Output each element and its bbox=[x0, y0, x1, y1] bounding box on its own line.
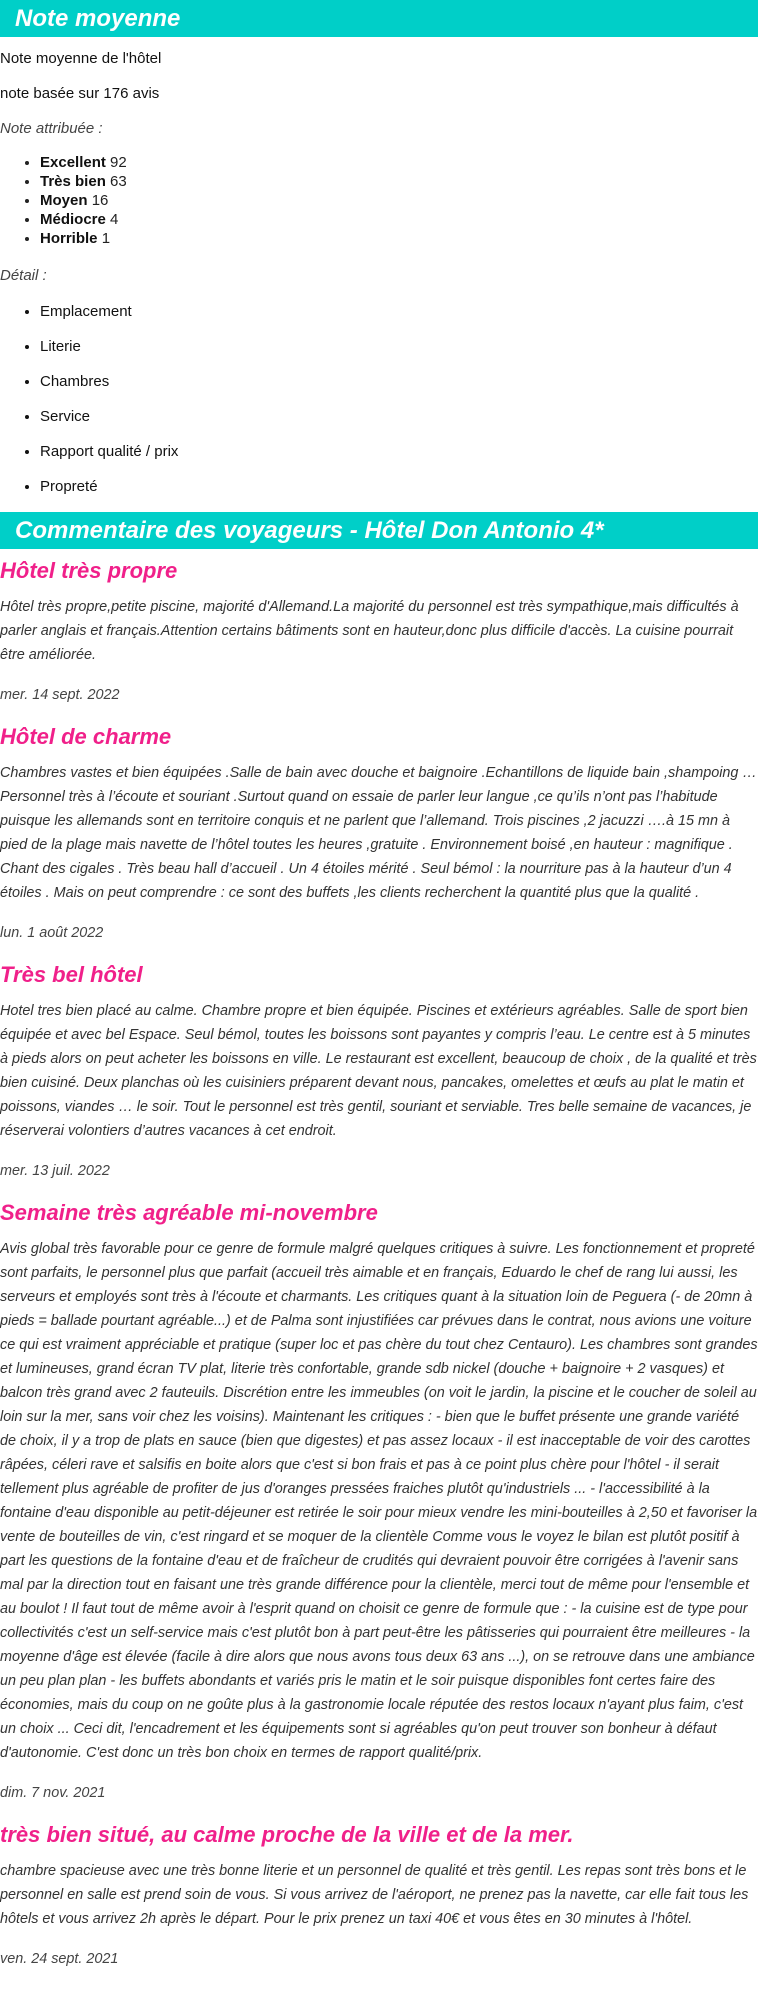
rating-distribution-item bbox=[40, 153, 758, 172]
rating-level-count: 92 bbox=[110, 154, 127, 171]
detail-item-emplacement: • Emplacement bbox=[40, 302, 758, 322]
review-count-text: note basée sur 176 avis bbox=[0, 85, 160, 102]
review-title: Hôtel très propre bbox=[0, 558, 178, 583]
rating-level-label: Horrible bbox=[40, 230, 98, 247]
detail-item-chambres: • Chambres bbox=[40, 372, 758, 392]
review-item bbox=[0, 1199, 758, 1803]
rating-level-count: 4 bbox=[110, 211, 119, 228]
review-date: ven. 24 sept. 2021 bbox=[0, 1951, 119, 1967]
rating-level-label: Excellent bbox=[40, 154, 106, 171]
detail-item-service: • Service bbox=[40, 407, 758, 427]
review-date: dim. 7 nov. 2021 bbox=[0, 1785, 106, 1801]
rating-section-title: Note moyenne bbox=[0, 0, 758, 37]
rating-distribution-item bbox=[40, 229, 758, 248]
review-item bbox=[0, 1821, 758, 1969]
review-item bbox=[0, 557, 758, 705]
review-body: Hotel tres bien placé au calme. Chambre propre et bien équipée. Piscines et extérieurs agréables. Salle de sport bien équipée et avec bel Espace. Seul bémol, toutes les boissons sont payantes y compris l’eau. Le centre est à 5 minutes à pieds alors on peut acheter les boissons en ville. Le restaurant est excellent, beaucoup de choix , de la qualité et très bien cuisiné. Deux planchas où les cuisiniers préparent devant nous, pancakes, omelettes et œufs au plat le matin et poissons, viandes … le soir. Tout le personnel est très gentil, souriant et serviable. Tres belle semaine de vacances, je réserverai volontiers d’autres vacances à cet endroit. bbox=[0, 1003, 757, 1139]
rating-level-label: Moyen bbox=[40, 192, 88, 209]
detail-label: Détail : bbox=[0, 267, 47, 284]
review-title: très bien situé, au calme proche de la ville et de la mer. bbox=[0, 1822, 574, 1847]
rating-distribution-item bbox=[40, 191, 758, 210]
rating-distribution-item bbox=[40, 210, 758, 229]
rating-distribution-list bbox=[0, 153, 758, 248]
review-title: Semaine très agréable mi-novembre bbox=[0, 1200, 378, 1225]
reviews-section-title: Commentaire des voyageurs - Hôtel Don Antonio 4* bbox=[0, 512, 758, 549]
rating-level-count: 63 bbox=[110, 173, 127, 190]
review-date: mer. 14 sept. 2022 bbox=[0, 687, 120, 703]
average-rating-label: Note moyenne de l'hôtel bbox=[0, 50, 162, 67]
detail-item-proprete: • Propreté bbox=[40, 477, 758, 497]
rating-distribution-item bbox=[40, 172, 758, 191]
review-body: Chambres vastes et bien équipées .Salle de bain avec douche et baignoire .Echantillons de liquide bain ,shampoing … Personnel très à l’écoute et souriant .Surtout quand on essaie de parler leur langue ,ce qu’ils n’ont pas l’habitude puisque les allemands sont en territoire conquis et ne parlent que l’allemand. Trois piscines ,2 jacuzzi ….à 15 mn à pied de la plage mais navette de l’hôtel toutes les heures ,gratuite . Environnement boisé ,en hauteur : magnifique . Chant des cigales . Très beau hall d’accueil . Un 4 étoiles mérité . Seul bémol : la nourriture pas à la hauteur d’un 4 étoiles . Mais on peut comprendre : ce sont des buffets ,les clients recherchent la quantité plus que la qualité . bbox=[0, 765, 757, 901]
reviews-list bbox=[0, 557, 758, 1969]
detail-item-rapport-qualite-prix: • Rapport qualité / prix bbox=[40, 442, 758, 462]
rating-detail-list bbox=[0, 302, 758, 497]
review-body: chambre spacieuse avec une très bonne literie et un personnel de qualité et très gentil. Les repas sont très bons et le personnel en salle est prend soin de vous. Si vous arrivez de l'aéroport, ne prenez pas la navette, car elle fait tous les hôtels et vous arrivez 2h après le départ. Pour le prix prenez un taxi 40€ et vous êtes en 30 minutes à l'hôtel. bbox=[0, 1863, 749, 1927]
attributed-rating-label: Note attribuée : bbox=[0, 120, 103, 137]
review-body: Avis global très favorable pour ce genre de formule malgré quelques critiques à suivre. Les fonctionnement et propreté sont parfaits, le personnel plus que parfait (accueil très aimable et en français, Eduardo le chef de rang lui aussi, les serveurs et employés sont très à l'écoute et charmants. Les critiques quant à la situation loin de Peguera (- de 20mn à pieds = ballade pourtant agréable...) et de Palma sont injustifiées car prévues dans le contrat, nous avions une voiture ce qui est vraiment appréciable et pratique (super loc et pas chère du tout chez Centauro). Les chambres sont grandes et lumineuses, grand écran TV plat, literie très confortable, grande sdb nickel (douche + baignoire + 2 vasques) et balcon très grand avec 2 fauteuils. Discrétion entre les immeubles (on voit le jardin, la piscine et le coucher de soleil au loin sur la mer, sans voir chez les voisins). Maintenant les critiques : - bien que le buffet présente une grande variété de choix, il y a trop de plats en sauce (bien que digestes) et pas assez locaux - il est inacceptable de voir des carottes râpées, céleri rave et salsifis en boite alors que c'est si bon frais et pas à ce point plus chère pour l'hôtel - il serait tellement plus agréable de profiter de jus d'oranges pressées fraiches plutôt qu'industriels ... - l'accessibilité à la fontaine d'eau disponible au petit-déjeuner est retirée le soir pour mieux vendre les mini-bouteilles à 2,50 et favoriser la vente de bouteilles de vin, c'est ringard et se moquer de la clientèle Comme vous le voyez le bilan est plutôt positif à part les questions de la fontaine d'eau et de fraîcheur de crudités qui devraient pouvoir être corrigées à l'avenir sans mal par la direction tout en faisant une très grande différence pour la clientèle, merci tout de même pour l'ensemble et au boulot ! Il faut tout de même avoir à l'esprit quand on choisit ce genre de formule que : - la cuisine est de type pour collectivités c'est un self-service mais c'est plutôt bon à part peut-être les pâtisseries qui pourraient être meilleures - la moyenne d'âge est élevée (facile à dire alors que nous avons tous deux 63 ans ...), on se retrouve dans une ambiance un peu plan plan - les buffets abondants et variés pris le matin et le soir puisque disponibles font certes faire des économies, mais du coup on ne goûte plus à la gastronomie locale réputée des restos locaux n'ayant plus faim, c'est un choix ... Ceci dit, l'encadrement et les équipements sont si agréables qu'on peut trouver son bonheur à défaut d'autonomie. C'est donc un très bon choix en termes de rapport qualité/prix. bbox=[0, 1241, 758, 1761]
review-body: Hôtel très propre,petite piscine, majorité d'Allemand.La majorité du personnel est très sympathique,mais difficultés à parler anglais et français.Attention certains bâtiments sont en hauteur,donc plus difficile d'accès. La cuisine pourrait être améliorée. bbox=[0, 599, 739, 663]
review-title: Hôtel de charme bbox=[0, 724, 172, 749]
review-item bbox=[0, 961, 758, 1181]
rating-level-label: Médiocre bbox=[40, 211, 106, 228]
detail-item-literie: • Literie bbox=[40, 337, 758, 357]
review-title: Très bel hôtel bbox=[0, 962, 143, 987]
rating-level-label: Très bien bbox=[40, 173, 106, 190]
review-item bbox=[0, 723, 758, 943]
rating-level-count: 1 bbox=[101, 230, 111, 247]
review-date: mer. 13 juil. 2022 bbox=[0, 1163, 110, 1179]
rating-level-count: 16 bbox=[91, 192, 109, 209]
review-date: lun. 1 août 2022 bbox=[0, 925, 104, 941]
